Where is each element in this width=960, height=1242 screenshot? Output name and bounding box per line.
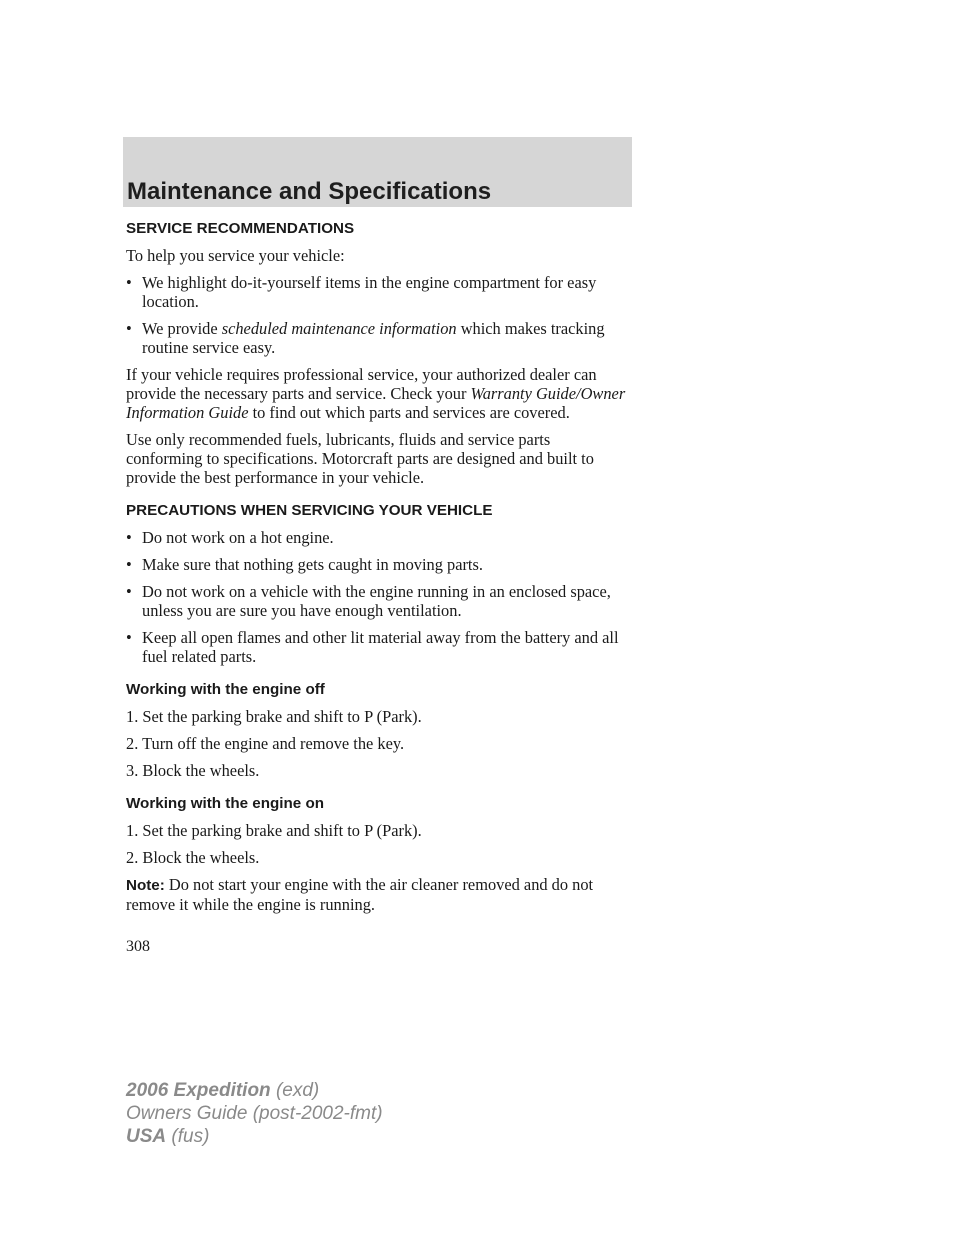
intro-paragraph: To help you service your vehicle: bbox=[126, 246, 345, 265]
paragraph-text-post: to find out which parts and services are covered. bbox=[248, 403, 570, 422]
bullet-icon: • bbox=[126, 273, 132, 292]
paragraph-text-pre: If your vehicle requires professional service, your authorized dealer can provide the necessary parts and service. Check your bbox=[126, 365, 597, 403]
bullet-icon: • bbox=[126, 528, 132, 547]
numbered-step: 2. Block the wheels. bbox=[126, 848, 260, 867]
numbered-step: 2. Turn off the engine and remove the key. bbox=[126, 734, 405, 753]
bullet-item bbox=[126, 319, 626, 357]
bullet-item bbox=[126, 555, 626, 574]
numbered-step: 3. Block the wheels. bbox=[126, 761, 260, 780]
page-content bbox=[126, 219, 626, 922]
note-paragraph bbox=[126, 875, 626, 914]
footer-model-code: (exd) bbox=[270, 1080, 320, 1101]
bullet-text: Do not work on a hot engine. bbox=[142, 528, 334, 547]
paragraph-recommended-parts: Use only recommended fuels, lubricants, fluids and service parts conforming to specifications. Motorcraft parts are designed and built to provide the best performance in your vehicle. bbox=[126, 430, 594, 487]
section-header-title: Maintenance and Specifications bbox=[127, 178, 492, 205]
bullet-text-italic: scheduled maintenance information bbox=[221, 319, 457, 338]
bullet-item bbox=[126, 582, 626, 620]
heading-service-recommendations: SERVICE RECOMMENDATIONS bbox=[126, 220, 355, 237]
footer-model: 2006 Expedition bbox=[126, 1080, 271, 1101]
footer-market-code: (fus) bbox=[166, 1126, 210, 1147]
paragraph-text-italic: Warranty Guide/Owner Information Guide bbox=[126, 384, 626, 422]
heading-engine-off: Working with the engine off bbox=[126, 681, 325, 698]
bullet-text: Make sure that nothing gets caught in moving parts. bbox=[142, 555, 483, 574]
bullet-item bbox=[126, 273, 626, 311]
bullet-text: Keep all open flames and other lit material away from the battery and all fuel related parts. bbox=[142, 628, 619, 666]
note-label: Note: bbox=[126, 877, 165, 894]
numbered-step: 1. Set the parking brake and shift to P (Park). bbox=[126, 821, 422, 840]
heading-engine-on: Working with the engine on bbox=[126, 795, 324, 812]
bullet-icon: • bbox=[126, 555, 132, 574]
bullet-text-post: which makes tracking routine service easy. bbox=[142, 319, 605, 357]
bullet-icon: • bbox=[126, 582, 132, 601]
bullet-text: We highlight do-it-yourself items in the engine compartment for easy location. bbox=[142, 273, 597, 311]
page-number: 308 bbox=[126, 938, 150, 955]
document-footer bbox=[126, 1079, 383, 1148]
bullet-text-pre: We provide bbox=[142, 319, 222, 338]
numbered-step: 1. Set the parking brake and shift to P (Park). bbox=[126, 707, 422, 726]
bullet-icon: • bbox=[126, 319, 132, 338]
bullet-item bbox=[126, 628, 626, 666]
paragraph-professional-service bbox=[126, 365, 626, 422]
footer-market: USA bbox=[126, 1126, 167, 1147]
heading-precautions: PRECAUTIONS WHEN SERVICING YOUR VEHICLE bbox=[126, 502, 493, 519]
bullet-text: Do not work on a vehicle with the engine running in an enclosed space, unless you are sure you have enough ventilation. bbox=[142, 582, 611, 620]
footer-line-2: Owners Guide (post-2002-fmt) bbox=[126, 1103, 383, 1124]
footer-line-3 bbox=[126, 1125, 383, 1148]
bullet-icon: • bbox=[126, 628, 132, 647]
bullet-item bbox=[126, 528, 626, 547]
note-text: Do not start your engine with the air cleaner removed and do not remove it while the engine is running. bbox=[126, 875, 594, 914]
footer-line-1 bbox=[126, 1079, 383, 1102]
